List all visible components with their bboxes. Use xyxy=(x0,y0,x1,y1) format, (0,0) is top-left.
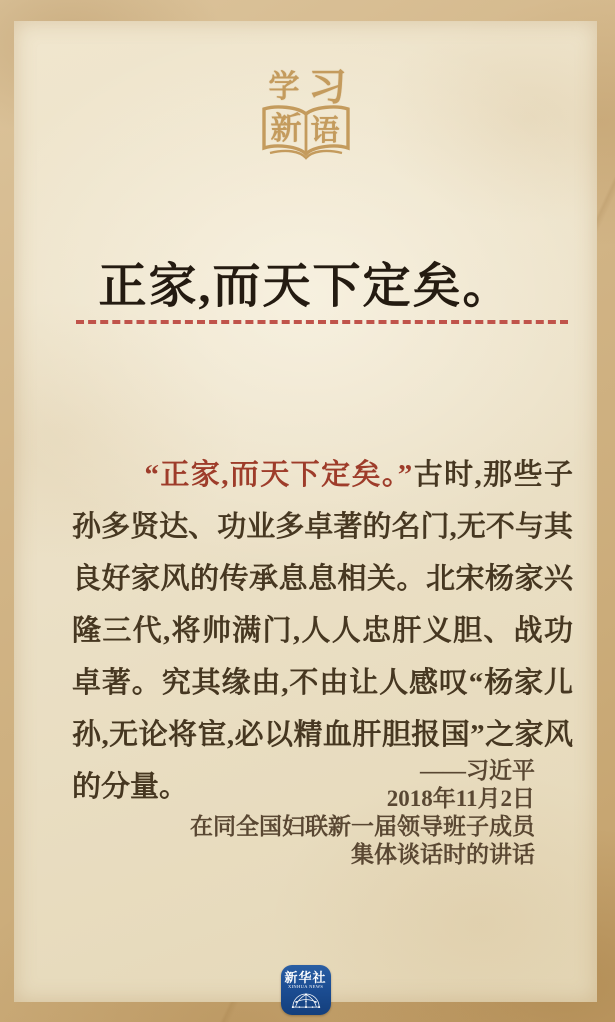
attribution-occasion-line2: 集体谈话时的讲话 xyxy=(351,842,535,867)
page-title: 正家,而天下定矣。 xyxy=(98,260,513,313)
xinhua-logo xyxy=(281,965,331,1015)
globe-network-icon xyxy=(289,993,323,1008)
xinhua-logo-subtitle: XINHUA NEWS xyxy=(287,985,324,990)
logo-char-xi: 习 xyxy=(308,67,347,109)
body-black-text: 古时,那些子孙多贤达、功业多卓著的名门,无不与其良好家风的传承息息相关。北宋杨家兴隆三代,将帅满门,人人忠肝义胆、战功卓著。究其缘由,不由让人感叹“杨家儿孙,无论将宦,必以精血肝胆报国”之家风的分量。 xyxy=(72,459,573,803)
attribution-block xyxy=(190,757,535,869)
quote-red-text: “正家,而天下定矣。” xyxy=(144,459,413,491)
paper-panel xyxy=(14,21,597,1002)
logo-char-yu: 语 xyxy=(310,115,340,147)
attribution-occasion-line1: 在同全国妇联新一届领导班子成员 xyxy=(190,814,535,839)
logo-char-xin: 新 xyxy=(270,111,302,146)
title-underline xyxy=(76,320,568,324)
xuexi-xinyu-logo xyxy=(256,69,356,161)
attribution-author: ——习近平 xyxy=(420,758,535,783)
xinhua-logo-name: 新华社 xyxy=(284,970,327,985)
logo-char-xue: 学 xyxy=(268,69,300,104)
attribution-date: 2018年11月2日 xyxy=(386,786,535,811)
